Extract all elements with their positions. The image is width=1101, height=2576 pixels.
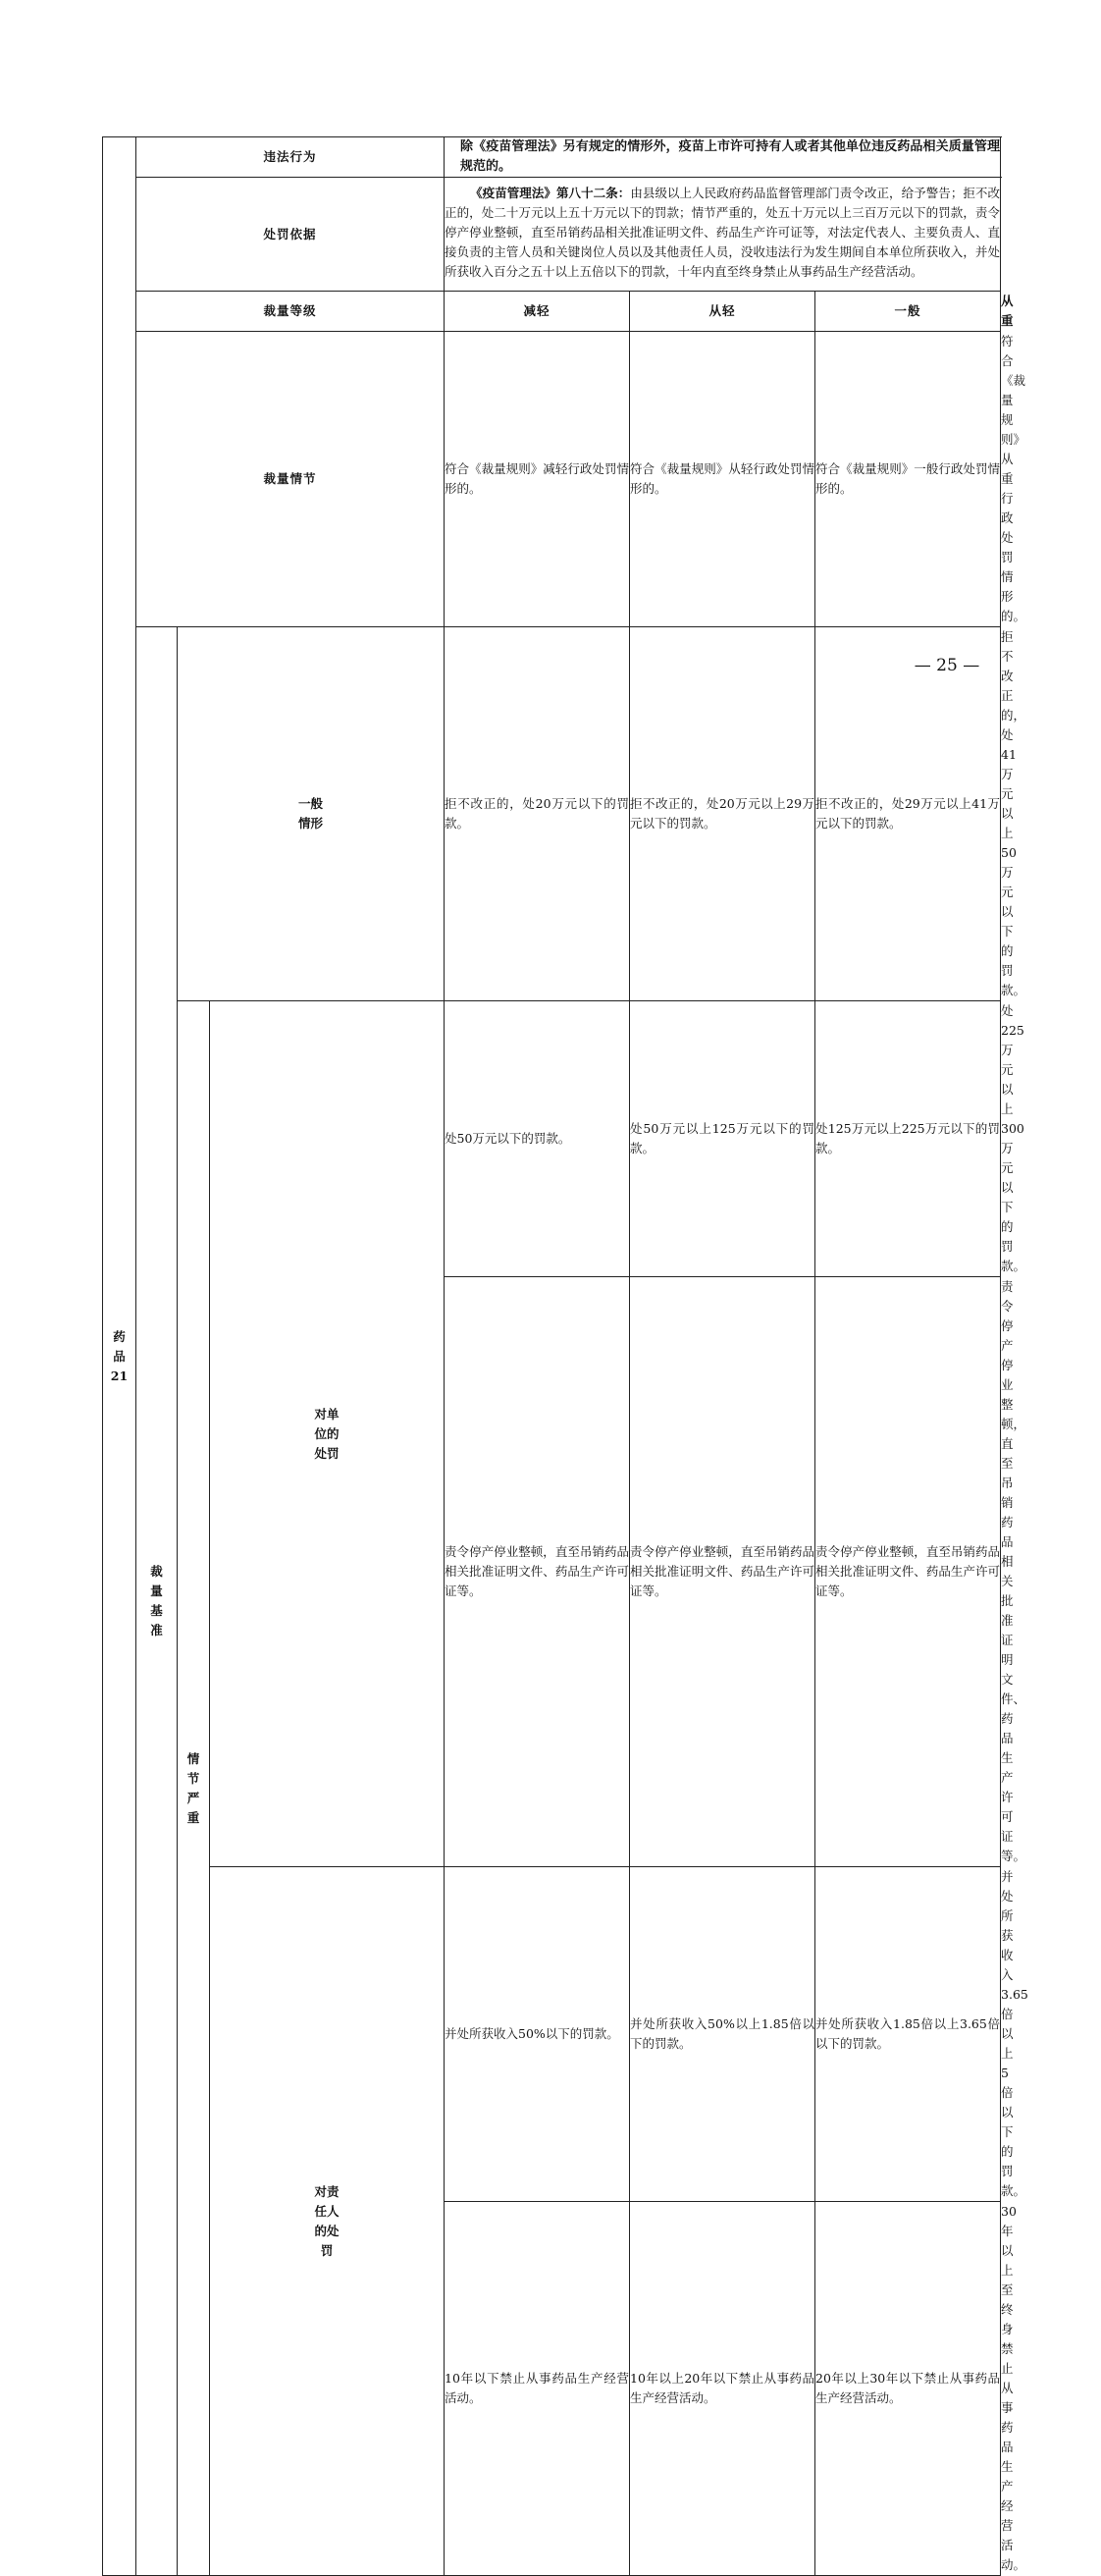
general-label: 一般 情形 [298, 796, 324, 831]
person-fine-cell: 并处所获收入50%以上1.85倍以下的罚款。 [630, 1867, 815, 2202]
side-label: 药 品 21 [110, 1328, 129, 1383]
circumstances-label: 裁量情节 [136, 332, 445, 627]
person-label-cell [210, 1867, 445, 2576]
general-cell: 拒不改正的，处20万元以下的罚款。 [445, 627, 630, 1001]
unit-fine-cell: 处50万元以下的罚款。 [445, 1001, 630, 1277]
violation-label: 违法行为 [136, 137, 445, 178]
penalty-discretion-table: 药 品 21 违法行为 除《疫苗管理法》另有规定的情形外，疫苗上市许可持有人或者其他单位违反药品相关质量管理规范的。 处罚依据 《疫苗管理法》第八十二条：由县级以上人民政府药品监督管理部门责令改正，给予警告；拒不改正的，处二十万元以上五十万元以下的罚款；情节严重的，处五十万元以上三百万元以下的罚款，责令停产停业整顿，直至吊销药品相关批准证明文件、药品生产许可证等，对法定代表人、主要负责人、直接负责的主管人员和关键岗位人员以及其他责任人员，没收违法行为发生期间自本单位所获收入，并处所获收入百分之五十以上五倍以下的罚款，十年内直至终身禁止从事药品生产经营活动。 裁量等级 减轻 从轻 一般 从重 裁量情节 符合《裁量规则》减轻行政处罚情形的。 符合《裁量规则》从轻行政处罚情形的。 符合《裁量规则》一般行政处罚情形的。 符合《裁量规则》从重行政处罚情形的。 裁 量 基 准 一般 情形 拒不改正的，处20万元以下的罚款。 拒不改正的，处20万元以上29万元以下的罚款。 拒不改正的，处29万元以上41万元以下的罚款。 拒不改正的，处41万元以上50万元以下的罚款。 情 节 严 重 对单 位的 处罚 处50万元以下的罚款。 处50万元以上125万元以下的罚款。 处125万元以上225万元以下的罚款。 处225万元以上300万元以下的罚款。 责令停产停业整顿，直至吊销药品相关批准证明文件、药品生产许可证等。 责令停产停业整顿，直至吊销药品相关批准证明文件、药品生产许可证等。 责令停产停业整顿，直至吊销药品相关批准证明文件、药品生产许可证等。 责令停产停业整顿，直至吊销药品相关批准证明文件、药品生产许可证等。 对责 任人 的处 罚 并处所获收入50%以下的罚款。 并处所获收入50%以上1.85倍以下的罚款。 并处所获收入1.85倍以上3.65倍以下的罚款。 并处所获收入3.65倍以上5倍以下的罚款。 10年以下禁止从事药品生产经营活动。 10年以上20年以下禁止从事药品生产经营活动。 20年以上30年以下禁止从事药品生产经营活动。 30年以上至终身禁止从事药品生产经营活动。 [102, 136, 1001, 2576]
person-fine-cell: 并处所获收入50%以下的罚款。 [445, 1867, 630, 2202]
general-label-cell [178, 627, 445, 1001]
basis-law-ref: 《疫苗管理法》第八十二条： [470, 186, 631, 200]
page-number: — 25 — [914, 656, 980, 675]
basis-cell [445, 178, 1001, 292]
person-ban-cell: 10年以上20年以下禁止从事药品生产经营活动。 [630, 2202, 815, 2576]
serious-label: 情 节 严 重 [186, 1750, 200, 1825]
basis-text: 由县级以上人民政府药品监督管理部门责令改正，给予警告；拒不改正的，处二十万元以上五十万元以下的罚款；情节严重的，处五十万元以上三百万元以下的罚款，责令停产停业整顿，直至吊销药品相关批准证明文件、药品生产许可证等，对法定代表人、主要负责人、直接负责的主管人员和关键岗位人员以及其他责任人员，没收违法行为发生期间自本单位所获收入，并处所获收入百分之五十以上五倍以下的罚款，十年内直至终身禁止从事药品生产经营活动。 [445, 186, 1001, 279]
standard-label-cell [136, 627, 178, 2576]
circumstance-cell: 符合《裁量规则》一般行政处罚情形的。 [815, 332, 1001, 627]
standard-label: 裁 量 基 准 [150, 1564, 163, 1637]
level-lenient: 从轻 [630, 292, 815, 332]
unit-measure-cell: 责令停产停业整顿，直至吊销药品相关批准证明文件、药品生产许可证等。 [445, 1277, 630, 1867]
unit-fine-cell: 处50万元以上125万元以下的罚款。 [630, 1001, 815, 1277]
level-mitigated: 减轻 [445, 292, 630, 332]
unit-label: 对单 位的 处罚 [314, 1406, 340, 1461]
violation-text: 除《疫苗管理法》另有规定的情形外，疫苗上市许可持有人或者其他单位违反药品相关质量管理规范的。 [445, 137, 1001, 178]
serious-label-cell [178, 1001, 210, 2576]
general-cell: 拒不改正的，处29万元以上41万元以下的罚款。 [815, 627, 1001, 1001]
person-fine-cell: 并处所获收入1.85倍以上3.65倍以下的罚款。 [815, 1867, 1001, 2202]
circumstance-cell: 符合《裁量规则》从轻行政处罚情形的。 [630, 332, 815, 627]
person-ban-cell: 20年以上30年以下禁止从事药品生产经营活动。 [815, 2202, 1001, 2576]
circumstance-cell: 符合《裁量规则》减轻行政处罚情形的。 [445, 332, 630, 627]
side-label-cell [103, 137, 136, 2576]
basis-label: 处罚依据 [136, 178, 445, 292]
person-ban-cell: 10年以下禁止从事药品生产经营活动。 [445, 2202, 630, 2576]
unit-label-cell [210, 1001, 445, 1867]
unit-fine-cell: 处125万元以上225万元以下的罚款。 [815, 1001, 1001, 1277]
unit-measure-cell: 责令停产停业整顿，直至吊销药品相关批准证明文件、药品生产许可证等。 [815, 1277, 1001, 1867]
levels-label: 裁量等级 [136, 292, 445, 332]
general-cell: 拒不改正的，处20万元以上29万元以下的罚款。 [630, 627, 815, 1001]
level-general: 一般 [815, 292, 1001, 332]
unit-measure-cell: 责令停产停业整顿，直至吊销药品相关批准证明文件、药品生产许可证等。 [630, 1277, 815, 1867]
person-label: 对责 任人 的处 罚 [314, 2183, 340, 2258]
